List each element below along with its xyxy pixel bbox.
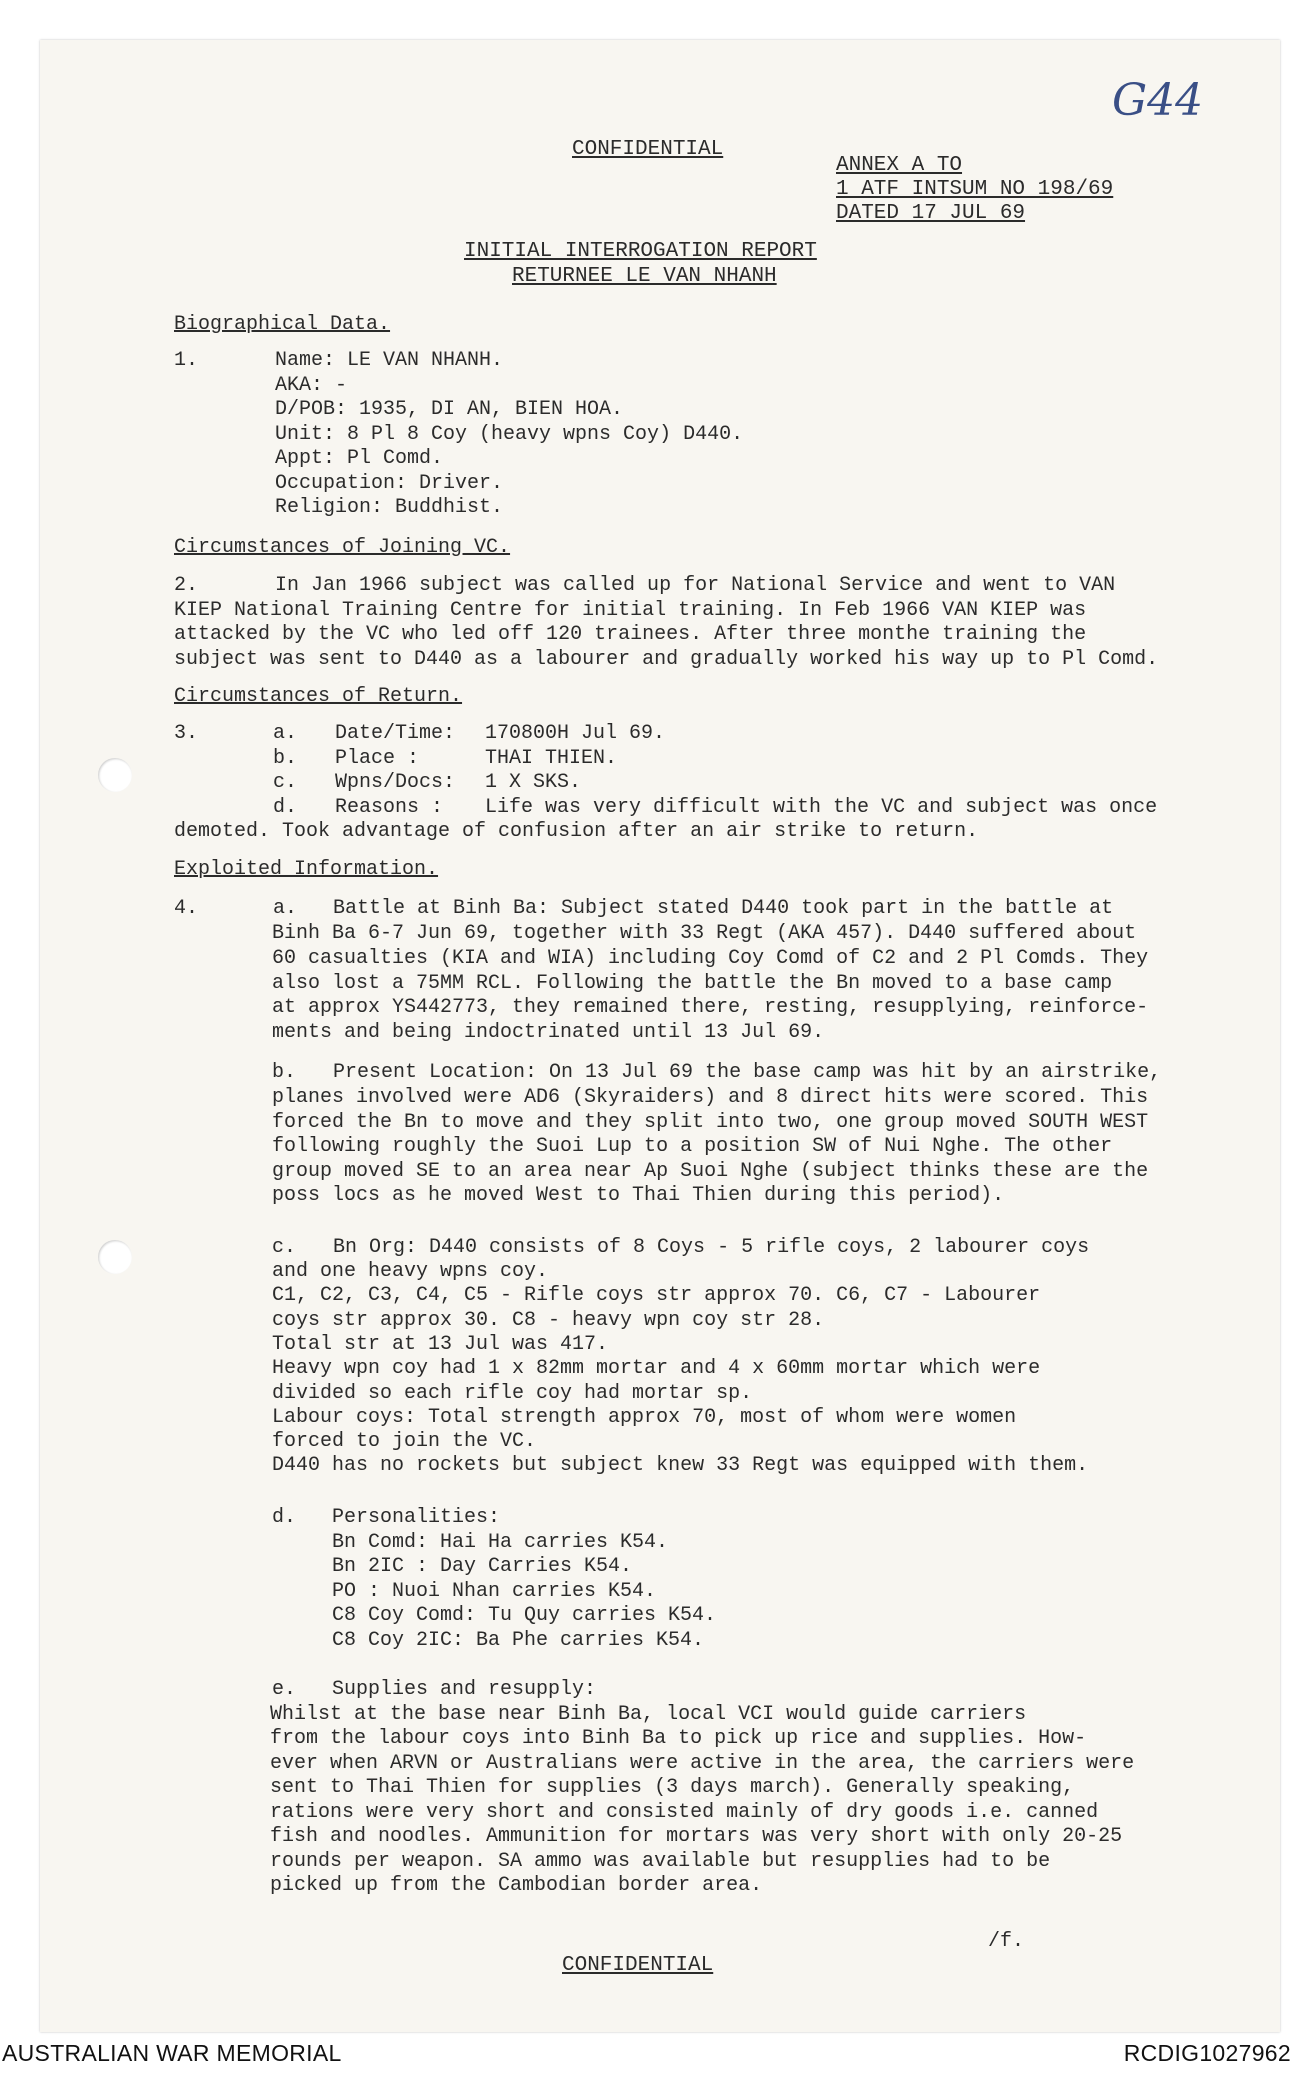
exploited-c-line: divided so each rifle coy had mortar sp.	[272, 1381, 753, 1405]
joining-line: In Jan 1966 subject was called up for National Service and went to VAN	[275, 574, 1116, 597]
biographical-list	[275, 349, 1175, 529]
sub-c-body	[272, 1260, 1202, 1490]
bio-line: Unit: 8 Pl 8 Coy (heavy wpns Coy) D440.	[275, 422, 744, 446]
joining-line: KIEP National Training Centre for initial training. In Feb 1966 VAN KIEP was	[174, 598, 1087, 622]
exploited-e-line: Whilst at the base near Binh Ba, local VCI would guide carriers	[270, 1702, 1027, 1726]
annex-line: ANNEX A TO	[836, 154, 963, 177]
sub-b-body	[272, 1086, 1202, 1216]
personalities-heading: Personalities:	[332, 1506, 501, 1529]
handwritten-reference: G44	[1112, 75, 1204, 126]
exploited-c-line: Labour coys: Total strength approx 70, most of whom were women	[272, 1405, 1017, 1429]
exploited-a-line: 60 casualties (KIA and WIA) including Coy Comd of C2 and 2 Pl Comds. They	[272, 946, 1149, 970]
paragraph-number: 3.	[174, 722, 199, 745]
bio-line: Name: LE VAN NHANH.	[275, 349, 504, 372]
punch-hole	[98, 758, 132, 792]
exploited-a-line: at approx YS442773, they remained there, resting, resupplying, reinforce-	[272, 996, 1149, 1020]
exploited-b-line: Present Location: On 13 Jul 69 the base camp was hit by an airstrike,	[333, 1061, 1162, 1084]
return-label: Wpns/Docs:	[335, 771, 456, 794]
supplies-heading: Supplies and resupply:	[332, 1678, 597, 1701]
return-value: THAI THIEN.	[485, 746, 618, 770]
exploited-b-line: poss locs as he moved West to Thai Thien during this period).	[272, 1184, 1005, 1208]
joining-line: subject was sent to D440 as a labourer and gradually worked his way up to Pl Comd.	[174, 647, 1159, 671]
joining-line: attacked by the VC who led off 120 trainees. After three monthe training the	[174, 623, 1087, 646]
section-heading-return: Circumstances of Return.	[174, 685, 463, 708]
sub-a-body	[272, 922, 1202, 1052]
return-letter: a.	[273, 722, 298, 745]
exploited-e-line: ever when ARVN or Australians were active in the area, the carriers were	[270, 1751, 1135, 1775]
exploited-c-line: and one heavy wpns coy.	[272, 1260, 549, 1283]
return-items	[273, 722, 1203, 822]
sub-letter-a: a.	[273, 897, 298, 920]
sub-e-body	[270, 1703, 1210, 1913]
personality-line: Bn 2IC : Day Carries K54.	[332, 1555, 633, 1578]
sub-letter-d: d.	[272, 1506, 297, 1529]
exploited-a-line: Battle at Binh Ba: Subject stated D440 took part in the battle at	[333, 897, 1114, 920]
return-value: 1 X SKS.	[485, 771, 582, 794]
return-letter: d.	[273, 795, 298, 819]
classification-bottom: CONFIDENTIAL	[562, 1954, 714, 1977]
exploited-c-line: D440 has no rockets but subject knew 33 Regt was equipped with them.	[272, 1454, 1089, 1478]
punch-hole	[98, 1240, 132, 1274]
paragraph-number: 2.	[174, 574, 199, 597]
report-subtitle: RETURNEE LE VAN NHANH	[512, 265, 777, 288]
personality-line: C8 Coy Comd: Tu Quy carries K54.	[332, 1604, 717, 1627]
exploited-a-line: ments and being indoctrinated until 13 Jul 69.	[272, 1021, 825, 1045]
classification-top: CONFIDENTIAL	[572, 138, 724, 161]
footer-archive-name: AUSTRALIAN WAR MEMORIAL	[2, 2040, 342, 2066]
return-label: Reasons :	[335, 795, 444, 819]
section-heading-biographical: Biographical Data.	[174, 313, 391, 336]
exploited-e-line: from the labour coys into Binh Ba to pick up rice and supplies. How-	[270, 1727, 1087, 1750]
exploited-c-line: C1, C2, C3, C4, C5 - Rifle coys str approx 70. C6, C7 - Labourer	[272, 1284, 1041, 1308]
personalities-list	[332, 1506, 1092, 1656]
exploited-b-line: planes involved were AD6 (Skyraiders) and 8 direct hits were scored. This	[272, 1086, 1149, 1109]
exploited-c-line: coys str approx 30. C8 - heavy wpn coy str 28.	[272, 1308, 825, 1332]
exploited-e-line: fish and noodles. Ammunition for mortars was very short with only 20-25	[270, 1825, 1123, 1848]
exploited-c-line: forced to join the VC.	[272, 1430, 537, 1454]
return-label: Date/Time:	[335, 722, 456, 745]
return-value: 170800H Jul 69.	[485, 722, 666, 745]
report-title: INITIAL INTERROGATION REPORT	[464, 240, 817, 263]
bio-line: Occupation: Driver.	[275, 471, 504, 495]
annex-line: DATED 17 JUL 69	[836, 202, 1026, 225]
personality-line: Bn Comd: Hai Ha carries K54.	[332, 1530, 669, 1554]
exploited-b-line: forced the Bn to move and they split into two, one group moved SOUTH WEST	[272, 1110, 1149, 1134]
paragraph-number: 1.	[174, 349, 199, 372]
personality-line: C8 Coy 2IC: Ba Phe carries K54.	[332, 1628, 705, 1652]
return-letter: c.	[273, 771, 298, 794]
sub-letter-e: e.	[272, 1678, 297, 1701]
footer-record-id: RCDIG1027962	[1123, 2040, 1291, 2066]
return-value: Life was very difficult with the VC and subject was once	[485, 795, 1158, 819]
continuation-marker: /f.	[988, 1930, 1025, 1953]
section-heading-joining: Circumstances of Joining VC.	[174, 536, 511, 559]
sub-letter-b: b.	[272, 1061, 297, 1084]
exploited-a-line: also lost a 75MM RCL. Following the battle the Bn moved to a base camp	[272, 971, 1113, 995]
annex-block	[836, 154, 1113, 226]
bio-line: Appt: Pl Comd.	[275, 447, 444, 470]
bio-line: D/POB: 1935, DI AN, BIEN HOA.	[275, 398, 624, 421]
exploited-b-line: following roughly the Suoi Lup to a position SW of Nui Nghe. The other	[272, 1135, 1113, 1159]
return-letter: b.	[273, 746, 298, 770]
personality-line: PO : Nuoi Nhan carries K54.	[332, 1579, 657, 1603]
paragraph-number: 4.	[174, 897, 199, 920]
exploited-b-line: group moved SE to an area near Ap Suoi Nghe (subject thinks these are the	[272, 1159, 1149, 1183]
exploited-c-line: Total str at 13 Jul was 417.	[272, 1332, 609, 1356]
joining-paragraph	[174, 599, 1194, 679]
return-continuation: demoted. Took advantage of confusion after an air strike to return.	[174, 820, 979, 843]
section-heading-exploited: Exploited Information.	[174, 858, 439, 881]
bio-line: AKA: -	[275, 373, 348, 397]
exploited-c-line: Bn Org: D440 consists of 8 Coys - 5 rifle coys, 2 labourer coys	[333, 1236, 1090, 1259]
sub-letter-c: c.	[272, 1236, 297, 1259]
exploited-c-line: Heavy wpn coy had 1 x 82mm mortar and 4 x 60mm mortar which were	[272, 1357, 1041, 1381]
return-label: Place :	[335, 746, 420, 770]
exploited-e-line: sent to Thai Thien for supplies (3 days march). Generally speaking,	[270, 1776, 1075, 1799]
annex-line: 1 ATF INTSUM NO 198/69	[836, 178, 1114, 201]
bio-line: Religion: Buddhist.	[275, 496, 504, 519]
exploited-e-line: picked up from the Cambodian border area.	[270, 1874, 763, 1897]
exploited-e-line: rations were very short and consisted mainly of dry goods i.e. canned	[270, 1800, 1099, 1824]
exploited-a-line: Binh Ba 6-7 Jun 69, together with 33 Regt (AKA 457). D440 suffered about	[272, 922, 1137, 945]
exploited-e-line: rounds per weapon. SA ammo was available but resupplies had to be	[270, 1849, 1051, 1873]
